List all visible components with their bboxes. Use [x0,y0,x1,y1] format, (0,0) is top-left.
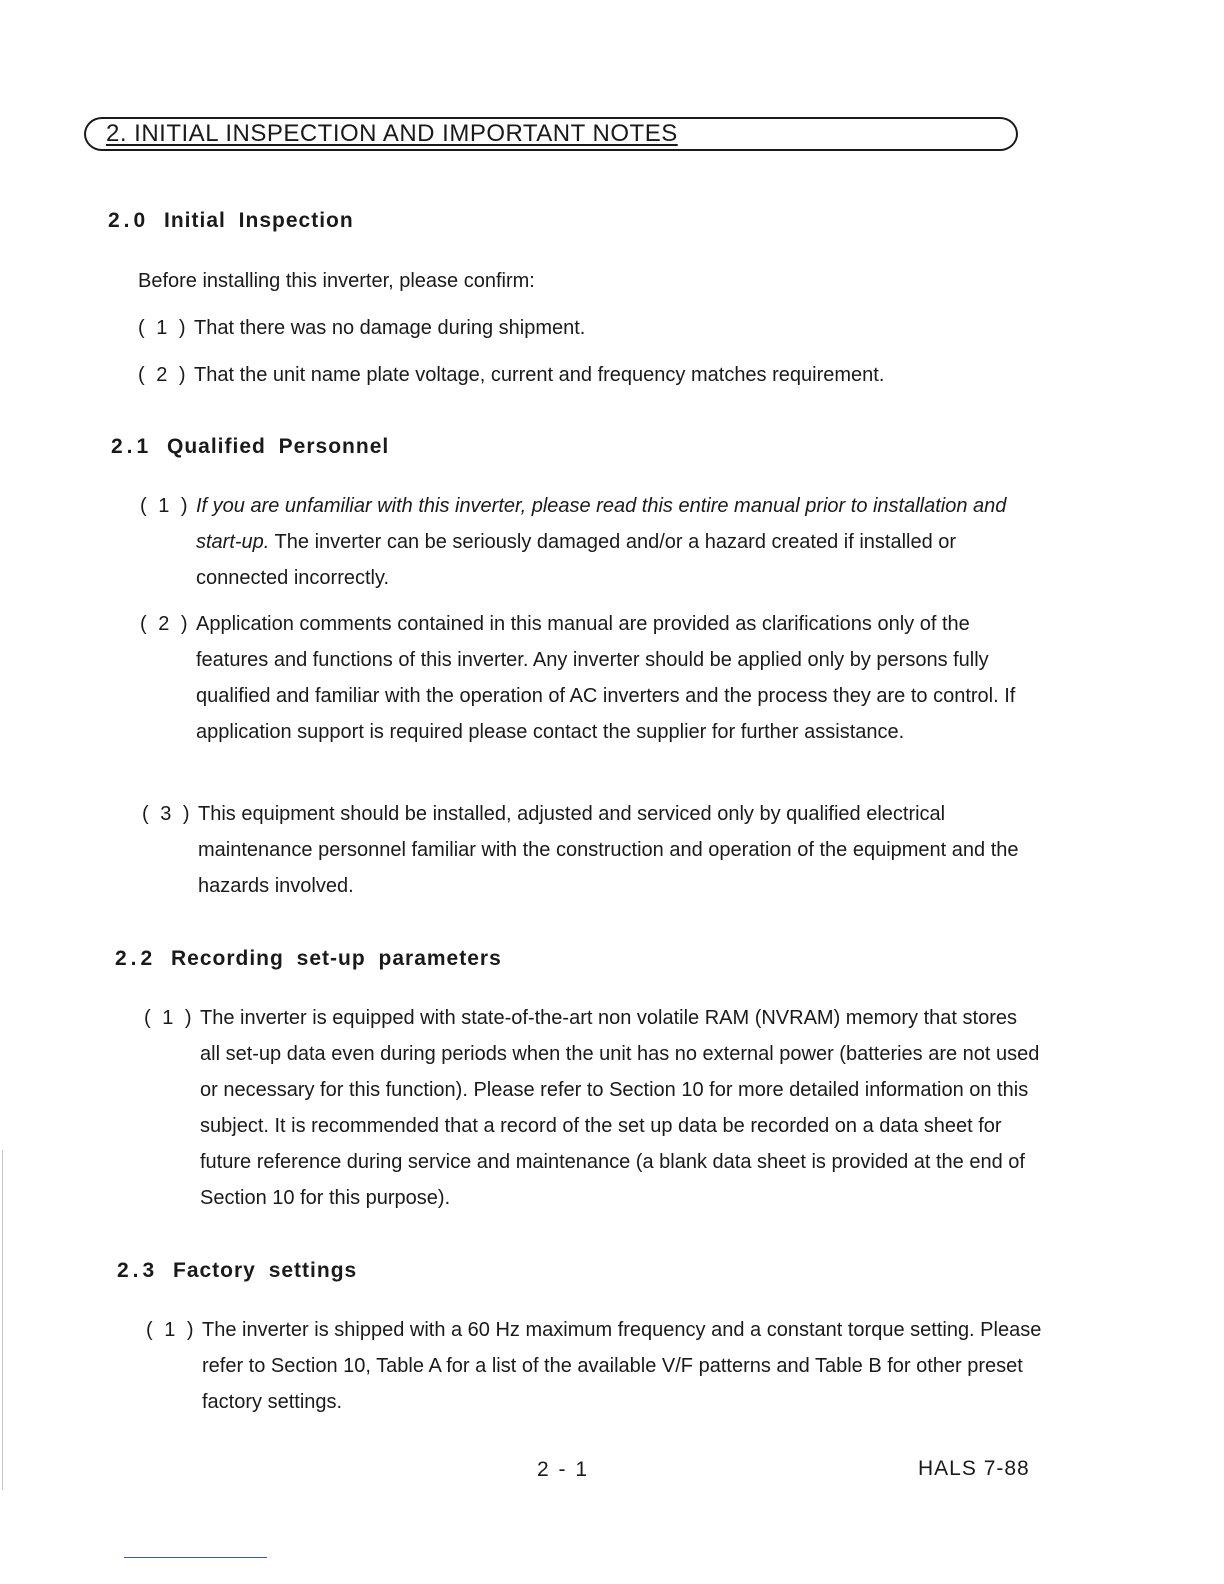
item-text: That the unit name plate voltage, current and frequency matches requirement. [194,364,885,386]
section-number: 2.3 [117,1259,159,1282]
section-title: Qualified Personnel [167,435,390,458]
list-item [138,357,1038,393]
section-number: 2.1 [111,435,153,458]
item-number: ( 1 ) [146,1319,197,1341]
italic-note: If you are unfamiliar with this inverter, please read this entire manual prior to installation and start-up. [196,495,1007,553]
item-text: The inverter is shipped with a 60 Hz maximum frequency and a constant torque setting. Please refer to Section 10, Table A for a list of the available V/F patterns and Table B for other preset factory settings. [202,1319,1042,1413]
list-item [144,1000,1044,1216]
list-item [138,310,1038,346]
item-text: Application comments contained in this manual are provided as clarifications only of the features and functions of this inverter. Any inverter should be applied only by persons fully qualified and familiar with the operation of AC inverters and the process they are to control. If application support is required please contact the supplier for further assistance. [196,613,1016,743]
section-title: Recording set-up parameters [171,947,502,970]
section-heading-2-2 [115,947,502,971]
section-heading-2-3 [117,1259,357,1283]
item-number: ( 2 ) [138,364,189,386]
page-number: 2 - 1 [537,1458,590,1481]
section-heading-2-0 [108,209,354,233]
item-number: ( 1 ) [138,317,189,339]
list-item [140,606,1040,786]
chapter-title: 2. INITIAL INSPECTION AND IMPORTANT NOTES [106,120,678,147]
item-number: ( 1 ) [144,1007,195,1029]
section-title: Factory settings [173,1259,358,1282]
document-code: HALS 7-88 [918,1457,1030,1480]
section-heading-2-1 [111,435,389,459]
bottom-rule [124,1557,267,1558]
item-text: That there was no damage during shipment. [194,317,586,339]
item-text: This equipment should be installed, adjusted and serviced only by qualified electrical maintenance personnel familiar with the construction and operation of the equipment and the hazards involved. [198,803,1019,897]
item-text: The inverter is equipped with state-of-the-art non volatile RAM (NVRAM) memory that stores all set-up data even during periods when the unit has no external power (batteries are not used or necessary for this function). Please refer to Section 10 for more detailed information on this subject. It is recommended that a record of the set up data be recorded on a data sheet for future reference during service and maintenance (a blank data sheet is provided at the end of Section 10 for this purpose). [200,1007,1040,1209]
list-item [146,1312,1046,1420]
list-item [140,488,1040,596]
item-number: ( 1 ) [140,495,191,517]
item-number: ( 3 ) [142,803,193,825]
section-title: Initial Inspection [164,209,354,232]
item-text [196,488,1036,596]
section-number: 2.0 [108,209,150,232]
section-number: 2.2 [115,947,157,970]
list-item [142,796,1042,904]
intro-paragraph: Before installing this inverter, please confirm: [138,270,535,292]
item-number: ( 2 ) [140,613,191,635]
item-text-rest: The inverter can be seriously damaged and/or a hazard created if installed or connected incorrectly. [196,531,957,589]
scan-edge-mark [2,1150,3,1490]
